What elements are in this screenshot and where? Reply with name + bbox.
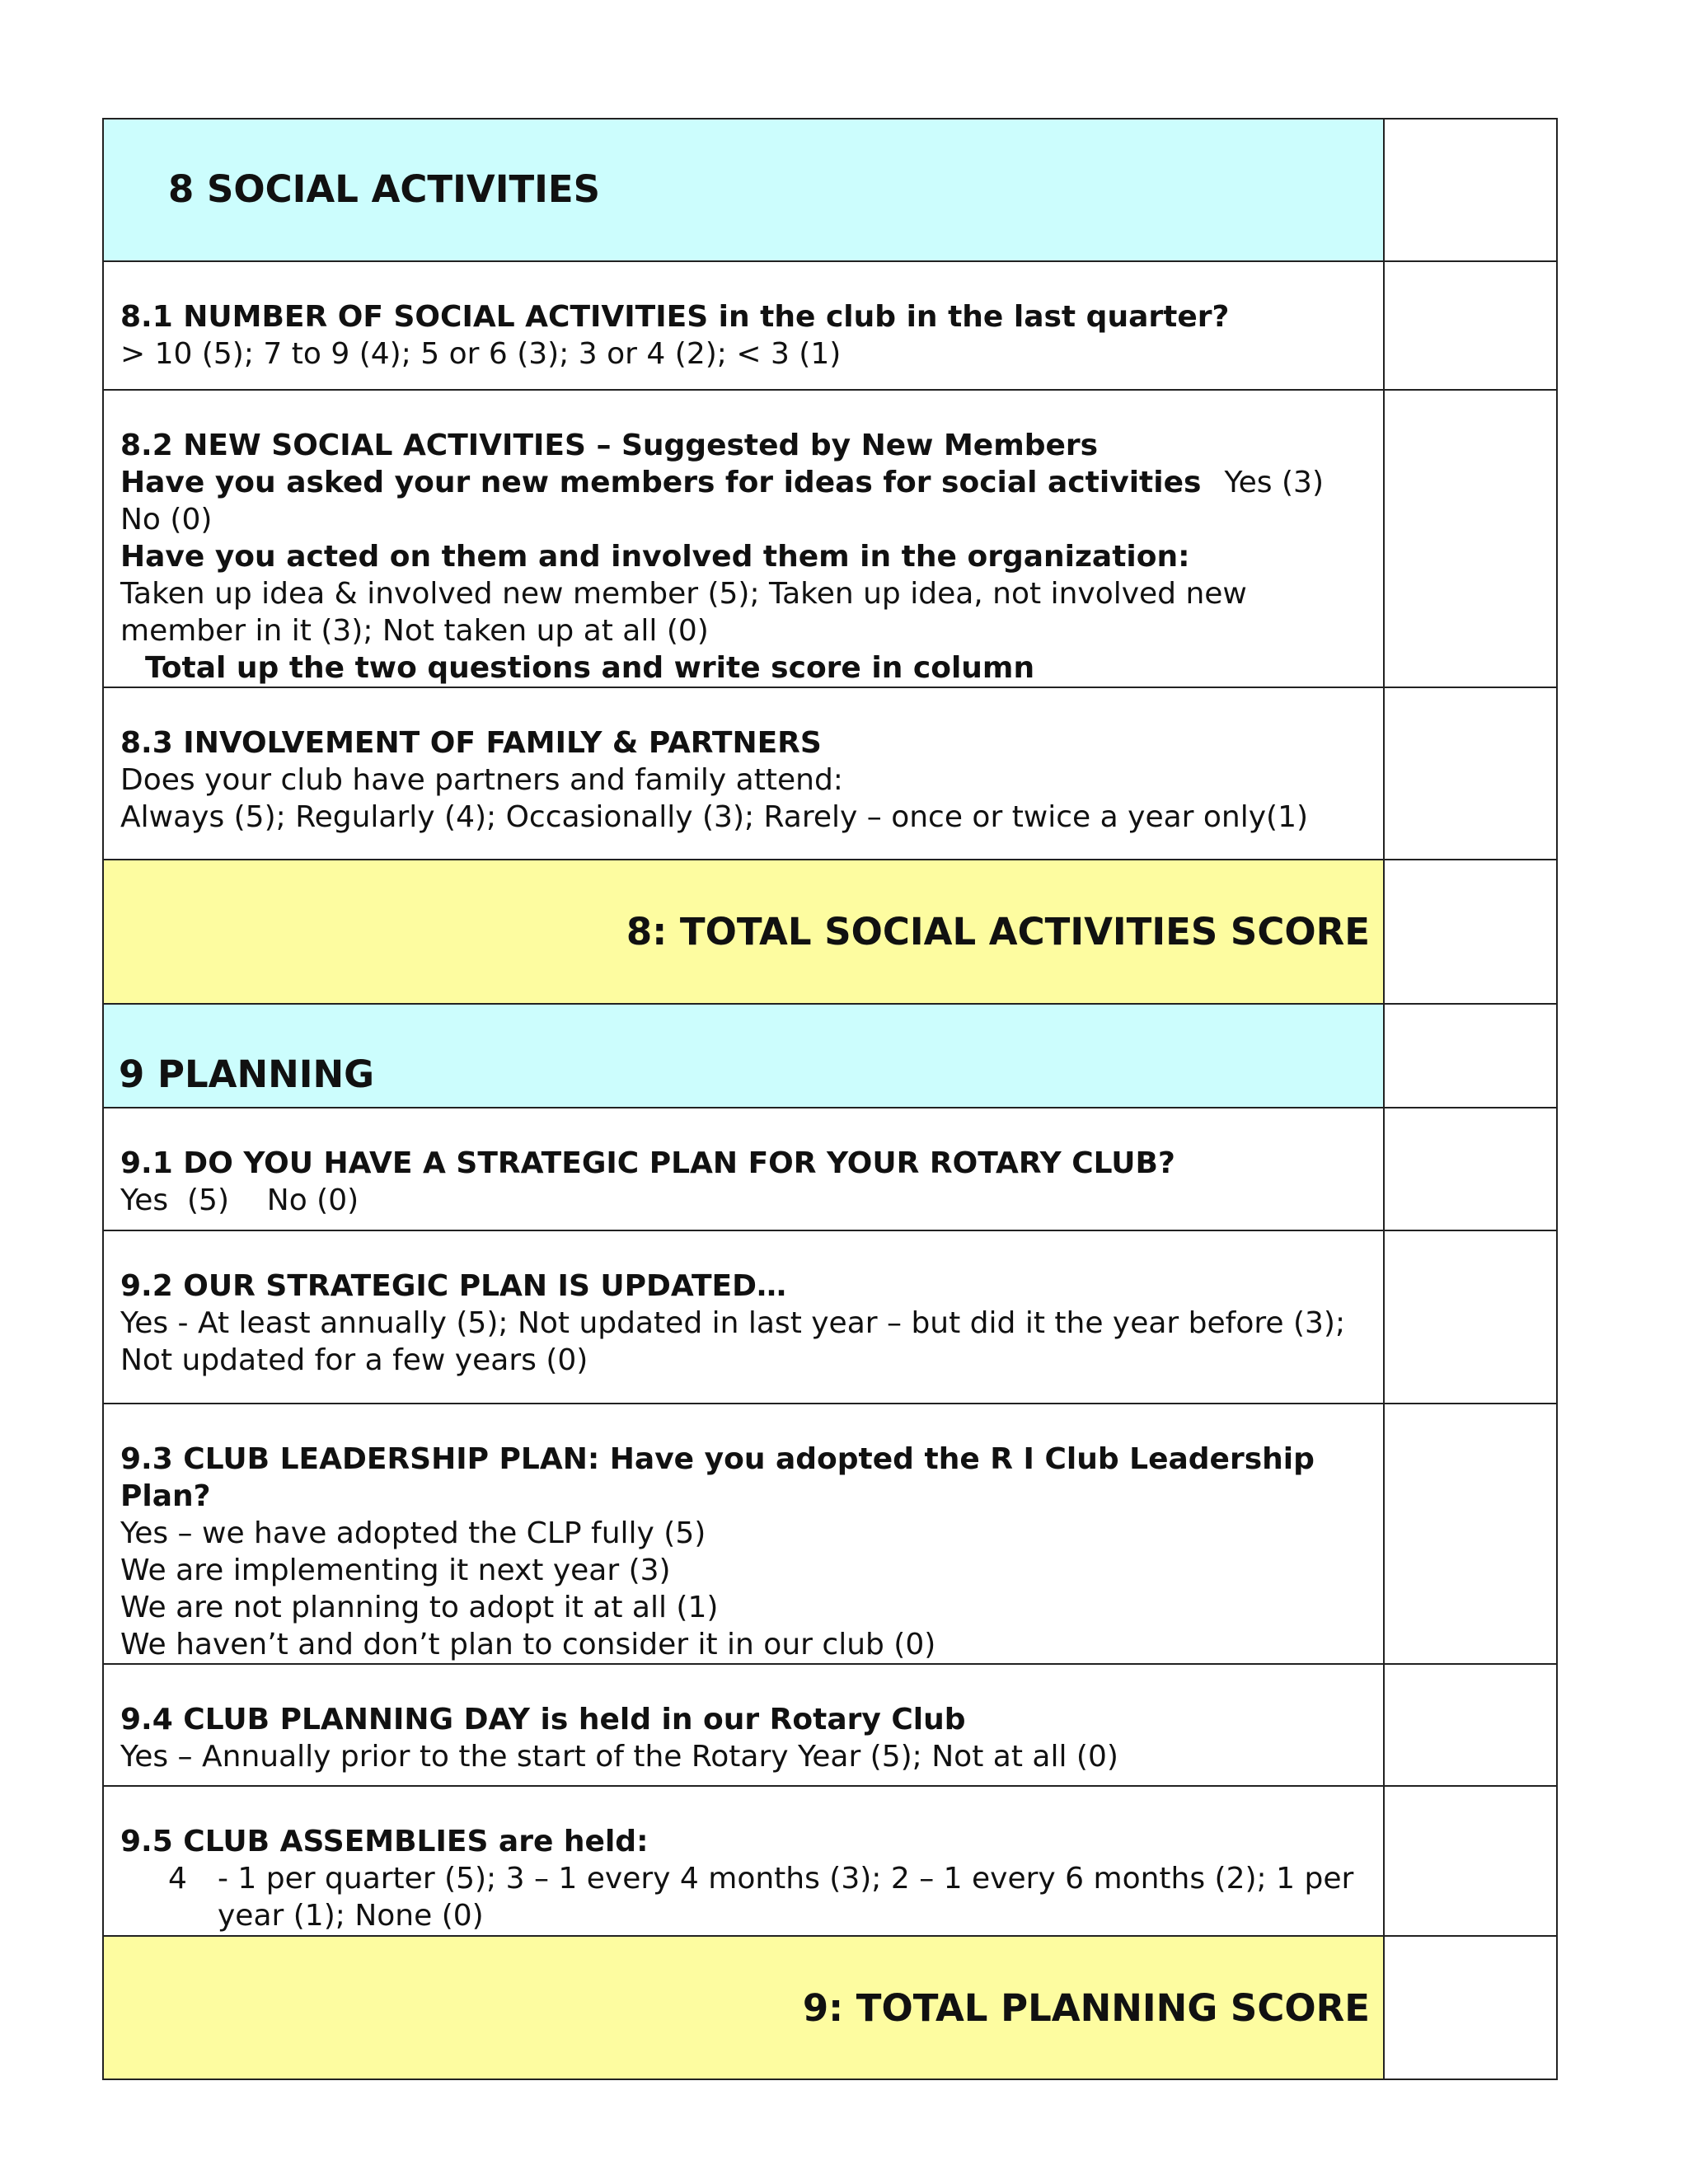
question-8-2-scale: Taken up idea & involved new member (5); Taken up idea, not involved new member in it (3); Not taken up at all (0) <box>120 577 1247 648</box>
scoring-table <box>102 118 1558 2080</box>
section-9-total-row <box>103 1936 1557 2079</box>
section-8-heading: 8 SOCIAL ACTIVITIES <box>168 167 601 211</box>
question-row-9-4 <box>103 1664 1557 1786</box>
question-9-4-scale: Yes – Annually prior to the start of the Rotary Year (5); Not at all (0) <box>120 1740 1118 1774</box>
question-row-8-3 <box>103 687 1557 860</box>
question-9-1-scale: Yes (5) No (0) <box>120 1183 359 1217</box>
question-9-2-title: 9.2 OUR STRATEGIC PLAN IS UPDATED… <box>120 1269 787 1303</box>
question-9-2-cell <box>103 1230 1384 1404</box>
question-8-3-title: 8.3 INVOLVEMENT OF FAMILY & PARTNERS <box>120 726 822 760</box>
section-9-heading: 9 PLANNING <box>119 1052 375 1096</box>
score-cell-9-5[interactable] <box>1384 1786 1557 1936</box>
question-8-3-scale: Always (5); Regularly (4); Occasionally (3); Rarely – once or twice a year only(1) <box>120 800 1309 834</box>
section-9-heading-cell <box>103 1004 1384 1108</box>
question-8-2-cell <box>103 390 1384 687</box>
question-9-4 <box>104 1665 1383 1775</box>
question-9-4-title: 9.4 CLUB PLANNING DAY is held in our Rotary Club <box>120 1703 966 1736</box>
score-cell-8-total[interactable] <box>1384 860 1557 1004</box>
question-row-9-1 <box>103 1108 1557 1230</box>
section-8-total-row <box>103 860 1557 1004</box>
section-8-total-label: 8: TOTAL SOCIAL ACTIVITIES SCORE <box>626 910 1370 954</box>
score-cell-8-1[interactable] <box>1384 261 1557 390</box>
question-8-2-note: Total up the two questions and write score in column <box>145 651 1035 685</box>
question-9-5-title: 9.5 CLUB ASSEMBLIES are held: <box>120 1825 649 1858</box>
question-8-2-ask-line <box>120 464 1367 538</box>
question-8-2-acted: Have you acted on them and involved them in the organization: <box>120 540 1190 574</box>
score-cell-9-3[interactable] <box>1384 1404 1557 1664</box>
question-9-4-cell <box>103 1664 1384 1786</box>
question-9-3-option: We are not planning to adopt it at all (1) <box>120 1591 719 1624</box>
question-8-1-cell <box>103 261 1384 390</box>
question-8-2-title: 8.2 NEW SOCIAL ACTIVITIES – Suggested by New Members <box>120 429 1099 462</box>
question-9-3-option: We are implementing it next year (3) <box>120 1554 671 1587</box>
question-9-3 <box>104 1404 1383 1663</box>
question-row-8-2 <box>103 390 1557 687</box>
question-9-1-title: 9.1 DO YOU HAVE A STRATEGIC PLAN FOR YOUR ROTARY CLUB? <box>120 1146 1175 1180</box>
question-8-2-ask: Have you asked your new members for ideas for social activities <box>120 466 1202 499</box>
section-9-total-label: 9: TOTAL PLANNING SCORE <box>802 1986 1370 2030</box>
question-8-2-ask-options: Yes (3) No (0) <box>120 466 1324 537</box>
score-cell-9-2[interactable] <box>1384 1230 1557 1404</box>
score-cell-8-3[interactable] <box>1384 687 1557 860</box>
question-9-1-cell <box>103 1108 1384 1230</box>
question-row-9-5 <box>103 1786 1557 1936</box>
question-9-3-option: Yes – we have adopted the CLP fully (5) <box>120 1516 706 1550</box>
section-9-total-cell <box>103 1936 1384 2079</box>
question-row-8-1 <box>103 261 1557 390</box>
question-row-9-2 <box>103 1230 1557 1404</box>
section-8-header-row <box>103 119 1557 261</box>
section-9-header-row <box>103 1004 1557 1108</box>
question-9-3-title: 9.3 CLUB LEADERSHIP PLAN: Have you adopted the R I Club Leadership Plan? <box>120 1442 1315 1513</box>
question-row-9-3 <box>103 1404 1557 1664</box>
question-8-3-cell <box>103 687 1384 860</box>
question-9-3-option: We haven’t and don’t plan to consider it in our club (0) <box>120 1628 936 1661</box>
question-9-2 <box>104 1231 1383 1379</box>
question-9-5-list-item <box>120 1860 1367 1934</box>
question-8-3-question: Does your club have partners and family attend: <box>120 763 843 797</box>
question-9-5-number: 4 <box>168 1862 187 1896</box>
score-cell-9-total[interactable] <box>1384 1936 1557 2079</box>
score-cell-9-1[interactable] <box>1384 1108 1557 1230</box>
section-8-heading-cell <box>103 119 1384 261</box>
question-8-1 <box>104 262 1383 373</box>
question-8-1-title: 8.1 NUMBER OF SOCIAL ACTIVITIES in the club in the last quarter? <box>120 300 1230 334</box>
score-cell-9-4[interactable] <box>1384 1664 1557 1786</box>
question-9-5 <box>104 1787 1383 1934</box>
question-8-3 <box>104 688 1383 836</box>
question-9-1 <box>104 1108 1383 1219</box>
question-9-5-scale: - 1 per quarter (5); 3 – 1 every 4 months (3); 2 – 1 every 6 months (2); 1 per year (1); None (0) <box>218 1862 1354 1933</box>
question-9-5-cell <box>103 1786 1384 1936</box>
score-cell-9-header[interactable] <box>1384 1004 1557 1108</box>
question-9-2-scale: Yes - At least annually (5); Not updated in last year – but did it the year before (3); Not updated for a few years (0) <box>120 1306 1346 1377</box>
score-cell-8-2[interactable] <box>1384 390 1557 687</box>
question-9-3-cell <box>103 1404 1384 1664</box>
score-cell-8-header[interactable] <box>1384 119 1557 261</box>
section-8-total-cell <box>103 860 1384 1004</box>
question-8-1-scale: > 10 (5); 7 to 9 (4); 5 or 6 (3); 3 or 4 (2); < 3 (1) <box>120 337 842 371</box>
question-8-2 <box>104 391 1383 687</box>
